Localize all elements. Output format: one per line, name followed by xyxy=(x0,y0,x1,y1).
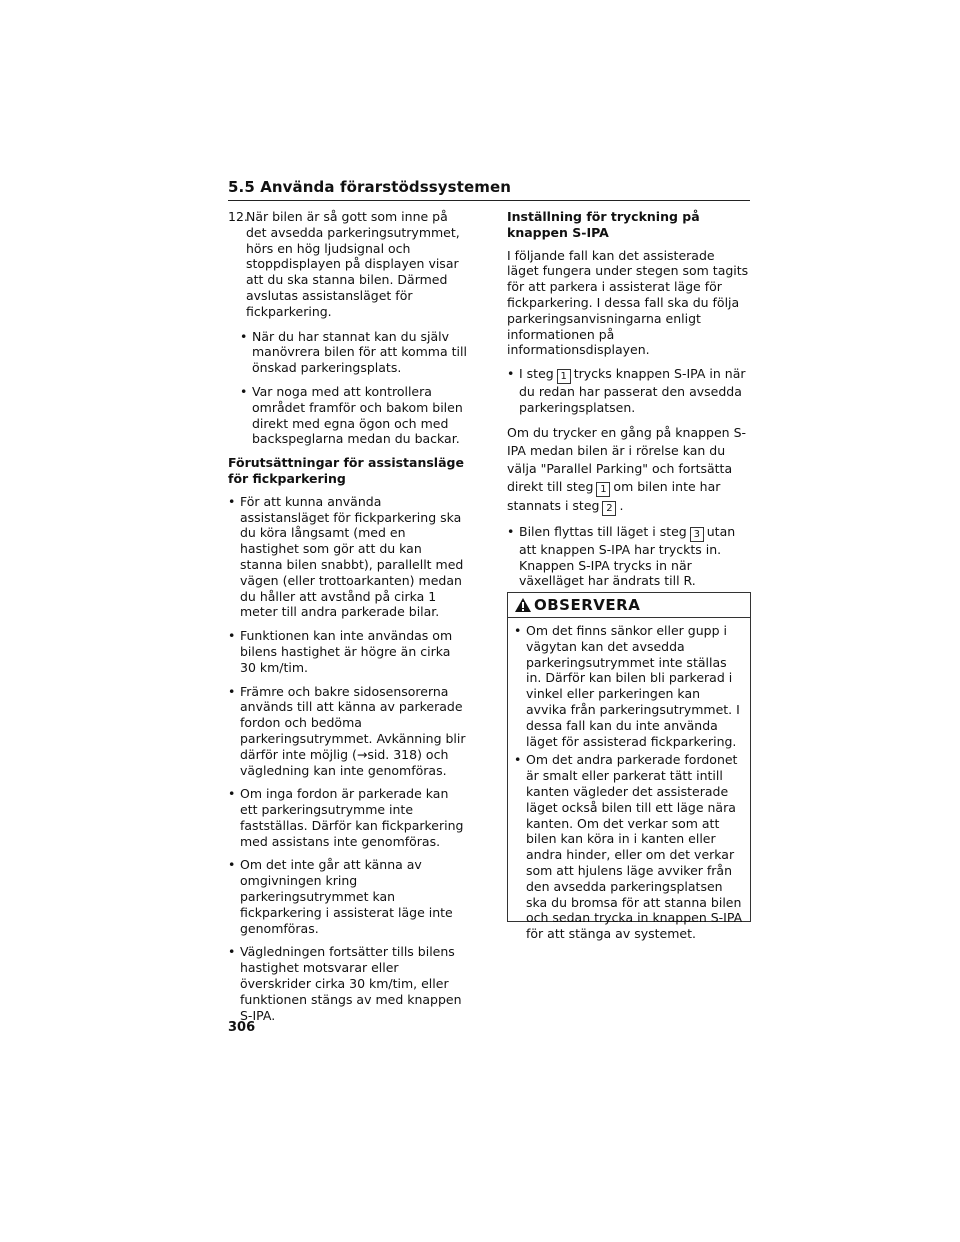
step-1-badge: 1 xyxy=(596,482,610,497)
bullet-text-post: utan att knappen S-IPA har tryckts in. Knappen S-IPA trycks in när växelläget har ändrats till R. xyxy=(519,523,736,589)
sub-bullet-1: • När du har stannat kan du själv manövrera bilen för att komma till önskad parkeringsplats. xyxy=(240,329,468,376)
sipa-paragraph-2 xyxy=(507,424,750,516)
sipa-heading: Inställning för tryckning på knappen S-IPA xyxy=(507,209,700,240)
step-3-badge: 3 xyxy=(690,527,704,542)
observera-body xyxy=(508,618,750,942)
bullet-text-post: trycks knappen S-IPA in när du redan har passerat den avsedda parkeringsplatsen. xyxy=(519,366,746,415)
observera-bullet-2: • Om det andra parkerade fordonet är smalt eller parkerat tätt intill kanten vägleder det assisterade läget också bilen till ett läge nära kanten. Om det verkar som att bilen kan köra in i kanten eller andra hinder, eller om det verkar som att hjulens läge avviker från den avsedda parkeringsplatsen ska du bromsa för att stanna bilen och sedan trycka in knappen S-IPA för att stänga av systemet. xyxy=(514,752,744,942)
observera-box xyxy=(507,592,751,942)
prerequisite-bullet-2: • Funktionen kan inte användas om bilens hastighet är högre än cirka 30 km/tim. xyxy=(228,628,468,675)
prerequisite-bullet-3: • Främre och bakre sidosensorerna används till att känna av parkerade fordon och bedöma parkeringsutrymmet. Avkänning blir därför inte möjlig (→sid. 318) och vägledning kan inte genomföras. xyxy=(228,684,468,779)
prerequisite-bullet-5: • Om det inte går att känna av omgivningen kring parkeringsutrymmet kan fickparkering i assisterat läge inte genomföras. xyxy=(228,857,468,936)
sipa-bullet-2 xyxy=(507,524,750,589)
observera-header xyxy=(508,593,750,618)
observera-title: OBSERVERA xyxy=(534,596,641,614)
prerequisites-heading: Förutsättningar för assistansläge för fickparkering xyxy=(228,455,464,486)
right-column xyxy=(507,209,750,597)
sub-bullet-2: • Var noga med att kontrollera området framför och bakom bilen direkt med egna ögon och med backspeglarna medan du backar. xyxy=(240,384,468,447)
left-column xyxy=(228,209,468,1031)
sipa-intro: I följande fall kan det assisterade läget fungera under stegen som tagits för att parkera i assisterat läge för fickparkering. I dessa fall ska du följa parkeringsanvisningarna enligt informationen på informationsdisplayen. xyxy=(507,247,749,358)
warning-icon xyxy=(514,597,532,613)
step-2-badge: 2 xyxy=(602,501,616,516)
observera-bullet-1: • Om det finns sänkor eller gupp i vägytan kan det avsedda parkeringsutrymmet inte ställas in. Därför kan bilen bli parkerad i vinkel eller parkeringen kan avvika från parkeringsutrymmet. I dessa fall kan du inte använda läget för assisterad fickparkering. xyxy=(514,623,744,749)
bullet-text-pre: I steg xyxy=(519,366,554,382)
para-text-post: . xyxy=(619,497,624,513)
sipa-bullet-1 xyxy=(507,366,750,416)
prerequisite-bullet-4: • Om inga fordon är parkerade kan ett parkeringsutrymme inte fastställas. Därför kan fickparkering med assistans inte genomföras. xyxy=(228,786,468,849)
step-12 xyxy=(228,209,468,320)
prerequisite-bullet-6: • Vägledningen fortsätter tills bilens hastighet motsvarar eller överskrider cirka 30 km/tim, eller funktionen stängs av med knappen S-IPA. xyxy=(228,944,468,1023)
para-text-pre: Om du trycker en gång på knappen S-IPA medan bilen är i rörelse kan du välja "Parallel Parking" och fortsätta direkt till steg xyxy=(507,424,747,494)
prerequisite-bullet-1: • För att kunna använda assistansläget för fickparkering ska du köra långsamt (med en hastighet som gör att du kan stanna bilen snabbt), parallellt med vägen (eller trottoarkanten) medan du håller att avstånd på cirka 1 meter till andra parkerade bilar. xyxy=(228,494,468,620)
para-text-mid: om bilen inte har stannats i steg xyxy=(507,478,721,513)
step-number: 12. xyxy=(228,209,248,224)
step-1-badge: 1 xyxy=(557,369,571,384)
page-number: 306 xyxy=(228,1020,256,1035)
bullet-text-pre: Bilen flyttas till läget i steg xyxy=(519,523,687,539)
section-header xyxy=(228,176,750,201)
step-12-text: När bilen är så gott som inne på det avsedda parkeringsutrymmet, hörs en hög ljudsignal och stoppdisplayen på displayen visar att du ska stanna bilen. Därmed avslutas assistansläget för fickparkering. xyxy=(246,209,460,319)
section-title: 5.5 Använda förarstödssystemen xyxy=(228,178,512,196)
